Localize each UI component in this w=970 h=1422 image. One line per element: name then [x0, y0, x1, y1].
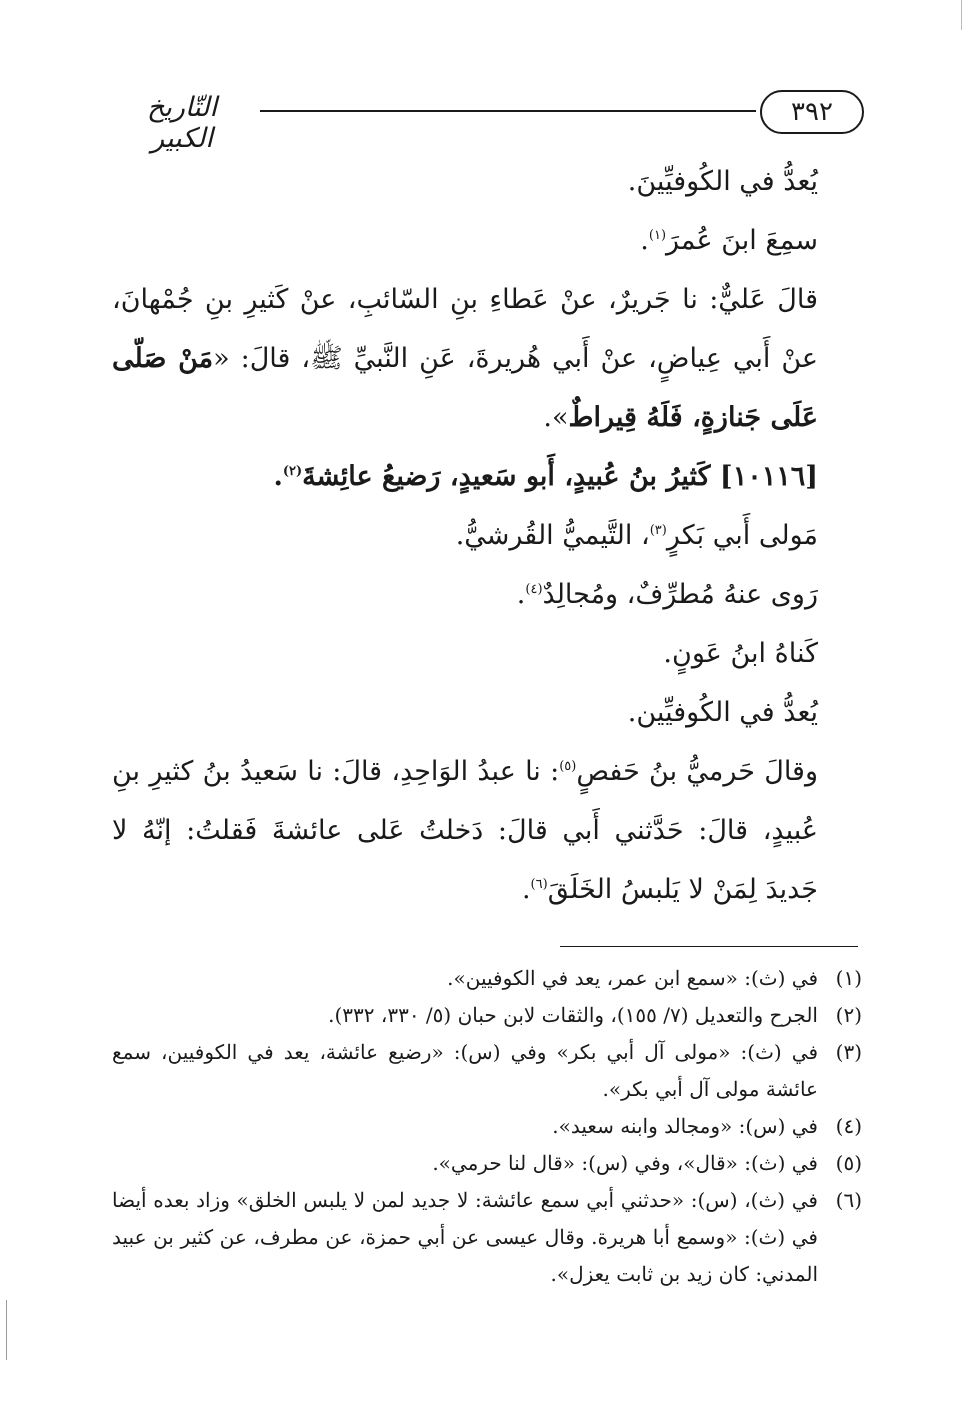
footnote — [112, 1145, 862, 1182]
footnote-text: في (ث): «قال»، وفي (س): «قال لنا حرمي». — [432, 1151, 818, 1175]
footnote-number: (٦) — [835, 1188, 862, 1212]
footnote-separator — [560, 946, 858, 947]
text-span: . — [273, 461, 283, 492]
text-span: . — [516, 579, 526, 610]
text-line — [112, 683, 862, 742]
text-span: مَولى أَبي بَكرٍ — [666, 520, 818, 551]
scan-margin-line — [6, 1300, 7, 1360]
footnote-number: (٢) — [835, 1003, 862, 1027]
entry-title: [١٠١١٦] كَثيرُ بنُ عُبيدٍ، أَبو سَعيدٍ، رَضيعُ عائِشةَ — [302, 461, 818, 492]
book-title: التّاريخ الكبير — [146, 92, 218, 154]
scan-margin-line — [961, 0, 962, 30]
text-line — [112, 152, 862, 211]
hadith-paragraph — [112, 270, 862, 447]
text-span: وقالَ حَرميُّ بنُ حَفصٍ — [576, 756, 818, 787]
text-span: . — [521, 874, 531, 905]
text-line — [112, 624, 862, 683]
footnote-text: في (ث): «مولى آل أبي بكر» وفي (س): «رضيع عائشة، يعد في الكوفيين، سمع عائشة مولى آل أبي بكر». — [112, 1040, 818, 1101]
footnote — [112, 997, 862, 1034]
text-line — [112, 565, 862, 624]
text-span: ، التَّيميُّ القُرشيُّ. — [455, 520, 650, 551]
text-span: قالَ عَليٌّ: نا جَريرٌ، عنْ عَطاءِ بنِ السّائبِ، عنْ كَثيرِ بنِ جُمْهانَ، عنْ أَبي عِياضٍ، عنْ أَبي هُريرةَ، عَنِ النَّبيِّ ﷺ، قالَ: « — [112, 284, 818, 374]
footnote-text: الجرح والتعديل (٧/ ١٥٥)، والثقات لابن حبان (٥/ ٣٣٠، ٣٣٢). — [328, 1003, 818, 1027]
footnote-number: (٣) — [835, 1040, 862, 1064]
entry-heading — [112, 447, 862, 506]
footnote-text: في (س): «ومجالد وابنه سعيد». — [552, 1114, 818, 1138]
text-span: يُعدُّ في الكُوفيِّينَ. — [627, 166, 818, 197]
footnote — [112, 960, 862, 997]
footnote-ref[interactable]: (٦) — [530, 877, 548, 892]
footnote-number: (١) — [835, 966, 862, 990]
footnote-text: في (ث)، (س): «حدثني أبي سمع عائشة: لا جديد لمن لا يلبس الخلق» وزاد بعده أيضا في (ث): «وسمع أبا هريرة. وقال عيسى عن أبي حمزة، عن مطرف، عن كثير بن عبيد المدني: كان زيد بن ثابت يعزل». — [112, 1188, 818, 1286]
hadith-text: مَنْ صَلّى عَلَى جَنازةٍ، فَلَهُ قِيراطٌ — [112, 343, 818, 433]
header-rule — [260, 110, 756, 112]
text-span: كَناهُ ابنُ عَونٍ. — [663, 638, 818, 669]
footnotes — [112, 960, 862, 1293]
main-text — [112, 152, 862, 919]
text-line — [112, 211, 862, 270]
text-span: ». — [543, 402, 569, 433]
footnote-ref[interactable]: (١) — [648, 228, 667, 243]
footnote-number: (٥) — [835, 1151, 862, 1175]
footnote — [112, 1182, 862, 1293]
footnote — [112, 1108, 862, 1145]
footnote-ref[interactable]: (٣) — [649, 523, 667, 538]
footnote-ref[interactable]: (٤) — [525, 582, 543, 597]
footnote-ref[interactable]: (٥) — [559, 759, 577, 774]
text-span: رَوى عنهُ مُطرِّفٌ، ومُجالِدٌ — [542, 579, 818, 610]
narration-paragraph — [112, 742, 862, 919]
footnote-text: في (ث): «سمع ابن عمر، يعد في الكوفيين». — [447, 966, 818, 990]
footnote — [112, 1034, 862, 1108]
page-number: ٣٩٢ — [760, 90, 864, 134]
text-span: . — [640, 225, 649, 256]
text-span: سمِعَ ابنَ عُمرَ — [666, 225, 818, 256]
text-span: يُعدُّ في الكُوفيِّين. — [627, 697, 818, 728]
page-header — [112, 88, 864, 154]
text-line — [112, 506, 862, 565]
footnote-number: (٤) — [835, 1114, 862, 1138]
text-span: : نا عبدُ الوَاحِدِ، قالَ: نا سَعيدُ بنُ كثيرِ بنِ عُبيدٍ، قالَ: حَدَّثني أَبي قالَ: دَخلتُ عَلى عائشةَ فَقلتُ: إنّهُ لا جَديدَ لِمَنْ لا يَلبسُ الخَلَقَ — [112, 756, 818, 905]
footnote-ref[interactable]: (٢) — [282, 464, 303, 479]
